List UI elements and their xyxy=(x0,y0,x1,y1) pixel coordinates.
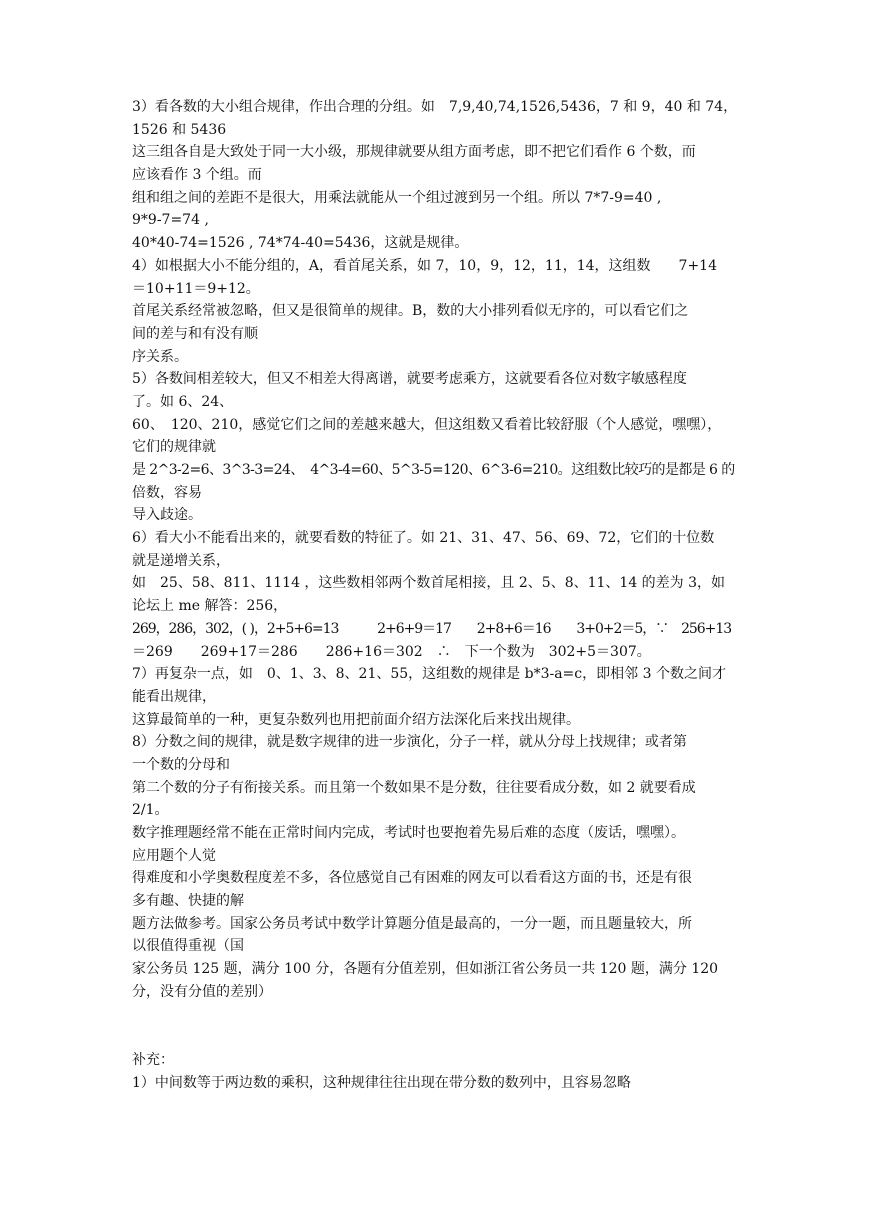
text-line: 1526 和 5436 xyxy=(132,121,227,138)
text-line: 间的差与和有没有顺 xyxy=(132,325,258,342)
text-line: 是 2^3-2=6、3^3-3=24、 4^3-4=60、5^3-5=120、6^3-6=210。这组数比较巧的是都是 6 的 xyxy=(132,462,735,478)
text-line: 题方法做参考。国家公务员考试中数学计算题分值是最高的，一分一题，而且题量较大，所 xyxy=(132,915,692,932)
text-line: 序关系。 xyxy=(132,348,188,365)
text-line: 第二个数的分子有衔接关系。而且第一个数如果不是分数，往往要看成分数，如 2 就要看成 xyxy=(132,779,696,796)
text-line: 分，没有分值的差别） xyxy=(132,983,272,1000)
text-line: 7）再复杂一点，如 0、1、3、8、21、55，这组数的规律是 b*3-a=c，即相邻 3 个数之间才 xyxy=(132,666,726,683)
text-line: 9*9-7=74 , xyxy=(132,212,209,229)
text-line: 269，286，302，( )，2+5+6=13 2+6+9＝17 2+8+6＝16 3+0+2＝5，∵ 256+13 xyxy=(132,620,732,637)
text-line: 论坛上 me 解答：256， xyxy=(132,598,288,615)
text-line: 就是递增关系， xyxy=(132,552,230,569)
text-line: 3）看各数的大小组合规律，作出合理的分组。如 7,9,40,74,1526,5436，7 和 9，40 和 74， xyxy=(132,99,738,115)
text-line: 家公务员 125 题，满分 100 分，各题有分值差别，但如浙江省公务员一共 120 题，满分 120 xyxy=(132,961,719,978)
document-body xyxy=(132,96,742,1094)
text-line: ＝10+11＝9+12。 xyxy=(132,280,260,297)
text-line: 60、 120、210，感觉它们之间的差越来越大，但这组数又看着比较舒服（个人感觉，嘿嘿）， xyxy=(132,416,722,433)
text-line: 5）各数间相差较大，但又不相差大得离谱，就要考虑乘方，这就要看各位对数字敏感程度 xyxy=(132,371,687,388)
text-line: 了。如 6、24、 xyxy=(132,393,234,410)
text-line: 如 25、58、811、1114 ，这些数相邻两个数首尾相接，且 2、5、8、11、14 的差为 3，如 xyxy=(132,575,726,592)
text-line: ＝269 269+17＝286 286+16＝302 ∴ 下一个数为 302+5＝307。 xyxy=(132,643,651,660)
blank-line xyxy=(132,1026,742,1049)
text-line: 导入歧途。 xyxy=(132,507,202,524)
text-line: 40*40-74=1526 , 74*74-40=5436，这就是规律。 xyxy=(132,235,469,252)
text-line: 8）分数之间的规律，就是数字规律的进一步演化，分子一样，就从分母上找规律；或者第 xyxy=(132,734,687,751)
text-line: 它们的规律就 xyxy=(132,439,216,456)
text-line: 1）中间数等于两边数的乘积，这种规律往往出现在带分数的数列中，且容易忽略 xyxy=(132,1074,631,1091)
text-line: 这三组各自是大致处于同一大小级，那规律就要从组方面考虑，即不把它们看作 6 个数，而 xyxy=(132,144,696,161)
text-line: 首尾关系经常被忽略，但又是很简单的规律。B，数的大小排列看似无序的，可以看它们之 xyxy=(132,303,689,320)
text-line: 数字推理题经常不能在正常时间内完成，考试时也要抱着先易后难的态度（废话，嘿嘿）。 xyxy=(132,825,685,841)
blank-line xyxy=(132,1004,742,1027)
text-line: 补充： xyxy=(132,1051,174,1068)
text-line: 倍数，容易 xyxy=(132,484,202,501)
text-line: 6）看大小不能看出来的，就要看数的特征了。如 21、31、47、56、69、72，它们的十位数 xyxy=(132,530,715,547)
text-line: 这算最简单的一种，更复杂数列也用把前面介绍方法深化后来找出规律。 xyxy=(132,711,580,728)
text-line: 得难度和小学奥数程度差不多，各位感觉自己有困难的网友可以看看这方面的书，还是有很 xyxy=(132,870,692,887)
text-line: 应该看作 3 个组。而 xyxy=(132,167,262,184)
text-line: 多有趣、快捷的解 xyxy=(132,893,244,910)
text-line: 2/1。 xyxy=(132,802,169,819)
text-line: 以很值得重视（国 xyxy=(132,938,244,955)
text-line: 能看出规律， xyxy=(132,688,216,705)
text-line: 一个数的分母和 xyxy=(132,756,230,773)
text-line: 4）如根据大小不能分组的，A，看首尾关系，如 7，10，9，12，11，14，这组数 7+14 xyxy=(132,257,717,274)
text-line: 组和组之间的差距不是很大，用乘法就能从一个组过渡到另一个组。所以 7*7-9=40 , xyxy=(132,189,662,206)
text-line: 应用题个人觉 xyxy=(132,847,216,864)
